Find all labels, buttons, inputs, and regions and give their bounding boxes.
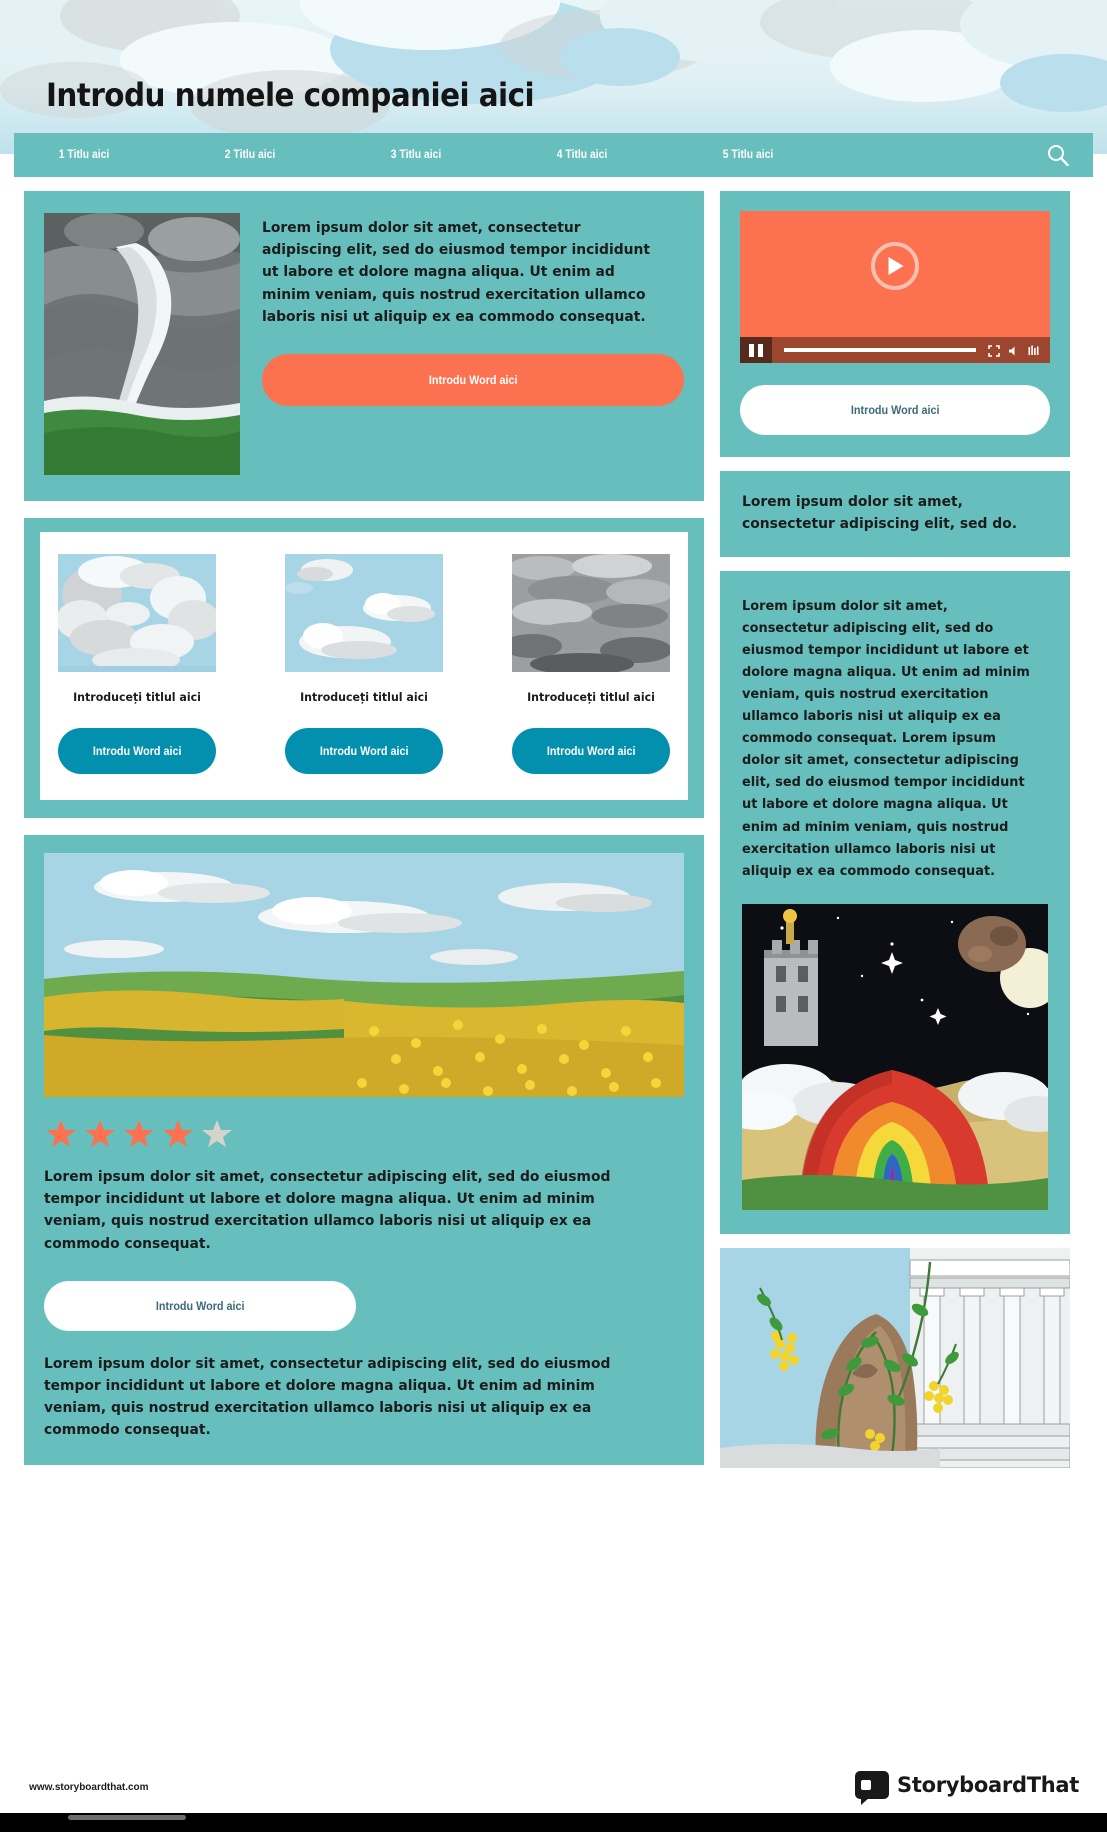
page-title: Introdu numele companiei aici [46,76,535,114]
video-card [720,191,1070,457]
nav-item-5[interactable]: 5 Titlu aici [722,149,774,161]
star-filled-1 [46,1119,76,1148]
content-sheet [14,177,1093,1765]
review-cta-label: Introdu Word aici [155,1298,245,1313]
gallery-tile [58,554,216,704]
header-banner [0,0,1107,154]
temple-image [720,1248,1070,1468]
rating-stars [46,1119,684,1148]
fullscreen-icon[interactable] [988,344,1000,356]
cloud-image-3 [512,554,670,672]
brand-text [897,1773,1079,1797]
gallery-caption-2: Introduceți titlul aici [300,690,428,704]
gallery-button-3-label: Introdu Word aici [546,744,636,758]
gallery-tile [285,554,443,704]
gallery-caption-3: Introduceți titlul aici [527,690,655,704]
cloud-decor [560,28,680,86]
rainbow-castle-image [742,904,1048,1210]
field-landscape-image [44,853,684,1097]
video-cta-button[interactable] [740,385,1050,435]
long-text-card [720,571,1070,1233]
gallery-inner [40,532,688,800]
review-paragraph-bottom: Lorem ipsum dolor sit amet, consectetur adipiscing elit, sed do eiusmod tempor incididunt ut labore et dolore magna aliqua. Ut enim ad minim veniam, quis nostrud exercitation ullamco laboris nisi ut aliquip ex ea commodo consequat. [44,1354,611,1439]
hero-paragraph: Lorem ipsum dolor sit amet, consectetur adipiscing elit, sed do eiusmod tempor incididunt ut labore et dolore magna aliqua. Ut enim ad minim veniam, quis nostrud exercitation ullamco laboris nisi ut aliquip ex ea commodo consequat. [262,219,651,325]
video-control-icons [988,344,1050,356]
hero-card [24,191,704,501]
horizontal-scrollbar-thumb[interactable] [68,1815,186,1820]
video-controls [740,337,1050,363]
star-empty-5 [202,1119,232,1148]
gallery-tile [512,554,670,704]
brand-second: That [1026,1773,1079,1797]
gallery-card [24,518,704,818]
pause-icon[interactable] [740,337,772,363]
search-icon[interactable] [1047,144,1069,166]
main-navigation [14,133,1093,177]
star-filled-3 [124,1119,154,1148]
gallery-tiles [58,554,670,704]
cloud-image-1 [58,554,216,672]
hero-cta-label: Introdu Word aici [428,372,518,387]
temple-card [720,1248,1070,1468]
nav-item-2[interactable]: 2 Titlu aici [224,149,276,161]
gallery-button-3[interactable] [512,728,670,774]
brand-logo [855,1771,1079,1799]
gallery-buttons [58,728,670,774]
gallery-caption-1: Introduceți titlul aici [73,690,201,704]
hero-cta-button[interactable] [262,354,684,406]
page-footer [0,1765,1107,1813]
note-card [720,471,1070,557]
review-paragraph-top: Lorem ipsum dolor sit amet, consectetur adipiscing elit, sed do eiusmod tempor incididunt ut labore et dolore magna aliqua. Ut enim ad minim veniam, quis nostrud exercitation ullamco laboris nisi ut aliquip ex ea commodo consequat. [44,1168,611,1252]
volume-icon[interactable] [1008,344,1020,356]
nav-item-3[interactable]: 3 Titlu aici [390,149,442,161]
cloud-image-2 [285,554,443,672]
video-progress-bar[interactable] [784,348,976,352]
play-icon[interactable] [871,242,919,290]
long-paragraph: Lorem ipsum dolor sit amet, consectetur adipiscing elit, sed do eiusmod tempor incididunt ut labore et dolore magna aliqua. Ut enim ad minim veniam, quis nostrud exercitation ullamco laboris nisi ut aliquip ex ea commodo consequat. Lorem ipsum dolor sit amet, consectetur adipiscing elit, sed do eiusmod tempor incididunt ut labore et dolore magna aliqua. Ut enim ad minim veniam, quis nostrud exercitation ullamco laboris nisi ut aliquip ex ea commodo consequat. [742,598,1030,879]
gallery-button-2[interactable] [285,728,443,774]
video-cta-label: Introdu Word aici [850,403,940,417]
content-columns [24,191,1083,1468]
play-triangle [888,257,903,275]
star-filled-4 [163,1119,193,1148]
brand-first: Storyboard [897,1773,1027,1797]
note-paragraph: Lorem ipsum dolor sit amet, consectetur adipiscing elit, sed do. [742,493,1017,533]
gallery-button-1-label: Introdu Word aici [92,744,182,758]
video-poster [740,211,1050,337]
hero-body [262,213,684,475]
equalizer-icon[interactable] [1028,344,1040,356]
gallery-button-2-label: Introdu Word aici [319,744,409,758]
review-card [24,835,704,1465]
speech-bubble-icon [855,1771,889,1799]
footer-url[interactable]: www.storyboardthat.com [29,1781,149,1793]
nav-item-1[interactable]: 1 Titlu aici [58,149,110,161]
right-column [720,191,1070,1468]
nav-item-4[interactable]: 4 Titlu aici [556,149,608,161]
gallery-button-1[interactable] [58,728,216,774]
star-filled-2 [85,1119,115,1148]
tornado-image [44,213,240,475]
review-cta-button[interactable] [44,1281,356,1331]
left-column [24,191,704,1468]
video-player[interactable] [740,211,1050,363]
